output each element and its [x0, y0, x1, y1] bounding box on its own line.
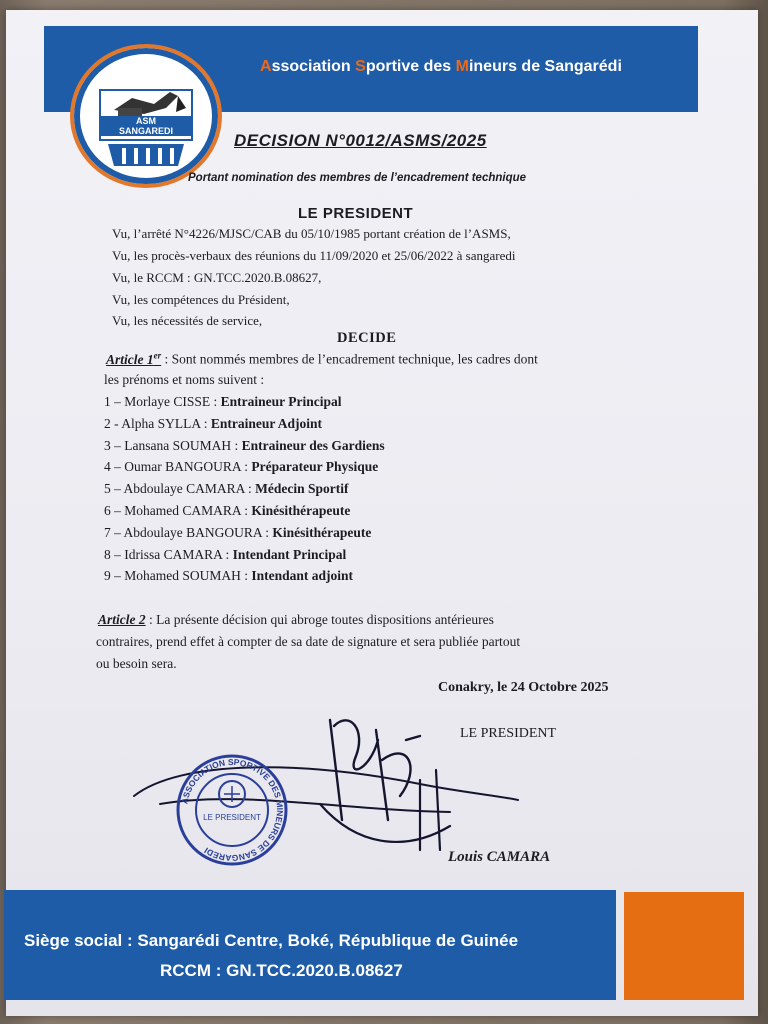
footer-rccm: RCCM : GN.TCC.2020.B.08627	[160, 961, 403, 980]
consideration-line: Vu, les compétences du Président,	[112, 292, 290, 307]
article-2-line-2: contraires, prend effet à compter de sa date de signature et sera publiée partout	[96, 634, 521, 649]
consideration-line: Vu, le RCCM : GN.TCC.2020.B.08627,	[112, 270, 322, 285]
member-role: Intendant Principal	[232, 546, 347, 562]
article-2-line-3: ou besoin sera.	[96, 656, 177, 671]
member-name: 9 – Mohamed SOUMAH :	[104, 568, 252, 584]
article-1-line-1: Article 1er : Sont nommés membres de l’encadrement technique, les cadres dont	[106, 350, 538, 367]
signer-name: Louis CAMARA	[448, 849, 551, 865]
member-row	[104, 438, 385, 454]
member-name: 8 – Idrissa CAMARA :	[104, 546, 233, 562]
decision-subtitle: Portant nomination des membres de l’encadrement technique	[188, 172, 527, 184]
stamp-ring-text: ASSOCIATION SPORTIVE DES MINEURS DE SANGAREDI	[179, 756, 286, 864]
association-name	[260, 58, 700, 76]
member-role: Préparateur Physique	[251, 459, 379, 475]
article-2-label: Article 2	[98, 612, 146, 627]
member-role: Entraineur Adjoint	[210, 415, 323, 431]
member-role: Kinésithérapeute	[272, 524, 372, 540]
member-row	[104, 459, 378, 475]
member-row	[104, 568, 353, 584]
header-title-part: A	[260, 58, 272, 75]
article-1-line-2: les prénoms et noms suivent :	[104, 372, 265, 387]
member-role: Médecin Sportif	[255, 481, 349, 497]
member-role: Intendant adjoint	[251, 568, 354, 584]
decision-title: DECISION N°0012/ASMS/2025	[234, 131, 487, 150]
header-title-part: portive des	[365, 58, 456, 75]
member-row	[104, 503, 350, 519]
decide-heading: DECIDE	[337, 330, 397, 346]
signatory-title: LE PRESIDENT	[460, 726, 557, 741]
header-title-part: ssociation	[271, 58, 356, 75]
logo-label: ASM SANGAREDI	[100, 116, 192, 136]
president-heading: LE PRESIDENT	[298, 205, 414, 222]
member-name: 5 – Abdoulaye CAMARA :	[104, 481, 256, 497]
member-row	[104, 525, 371, 541]
member-role: Entraineur Principal	[220, 394, 342, 409]
member-name: 3 – Lansana SOUMAH :	[104, 437, 242, 453]
member-role: Kinésithérapeute	[251, 503, 351, 518]
member-row	[104, 416, 322, 432]
consideration-line: Vu, les nécessités de service,	[112, 313, 263, 328]
header-title-part: M	[455, 58, 469, 75]
member-name: 1 – Morlaye CISSE :	[104, 394, 221, 409]
member-name: 6 – Mohamed CAMARA :	[104, 503, 252, 518]
article-2-line-1: Article 2 : La présente décision qui abroge toutes dispositions antérieures	[98, 612, 494, 627]
official-stamp	[178, 756, 286, 864]
date-line: Conakry, le 24 Octobre 2025	[438, 680, 609, 695]
member-name: 4 – Oumar BANGOURA :	[104, 459, 252, 475]
header-title-part: ineurs de Sangarédi	[468, 58, 622, 75]
consideration-line: Vu, l’arrêté N°4226/MJSC/CAB du 05/10/1985 portant création de l’ASMS,	[112, 226, 511, 241]
member-name: 2 - Alpha SYLLA :	[104, 415, 211, 431]
member-row	[104, 547, 346, 563]
member-role: Entraineur des Gardiens	[241, 437, 385, 453]
member-row	[104, 481, 349, 497]
member-row	[104, 394, 342, 410]
member-name: 7 – Abdoulaye BANGOURA :	[104, 524, 273, 540]
article-1-label: Article 1er	[106, 350, 162, 367]
footer-accent	[624, 892, 744, 1000]
stamp-center-text: LE PRESIDENT	[203, 813, 261, 822]
header-title-part: S	[355, 58, 366, 75]
consideration-line: Vu, les procès-verbaux des réunions du 11/09/2020 et 25/06/2022 à sangaredi	[112, 248, 516, 263]
footer-address: Siège social : Sangarédi Centre, Boké, République de Guinée	[24, 931, 519, 950]
